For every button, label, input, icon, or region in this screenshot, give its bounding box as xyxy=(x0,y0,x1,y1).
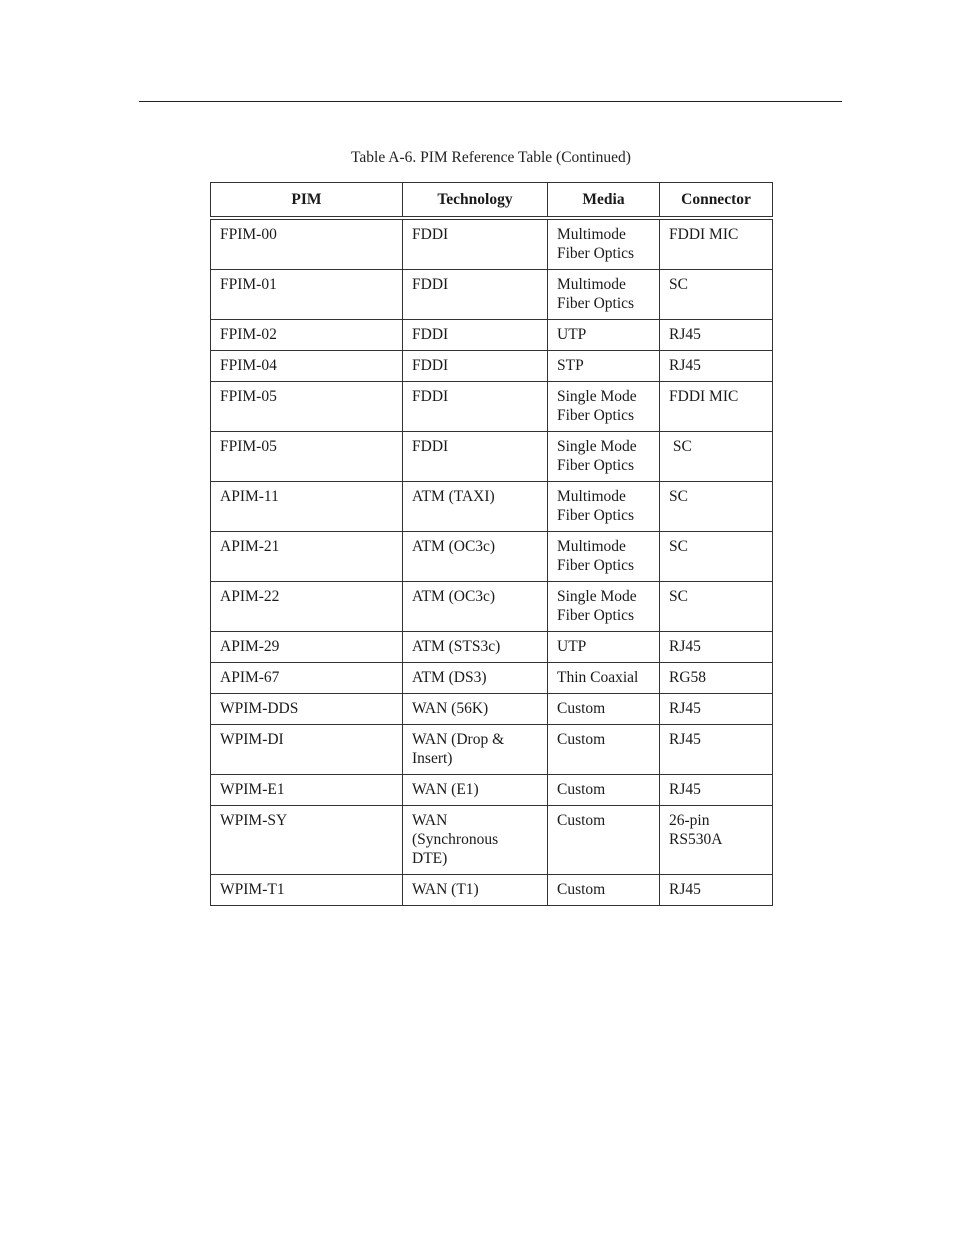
cell-media: Multimode Fiber Optics xyxy=(548,218,660,270)
table-row xyxy=(211,270,773,320)
cell-pim: APIM-22 xyxy=(211,582,403,632)
cell-technology: FDDI xyxy=(403,432,548,482)
column-header-technology: Technology xyxy=(403,183,548,219)
cell-media: Custom xyxy=(548,775,660,806)
cell-technology: ATM (DS3) xyxy=(403,663,548,694)
cell-pim: FPIM-01 xyxy=(211,270,403,320)
table-row xyxy=(211,725,773,775)
cell-connector: RJ45 xyxy=(660,351,773,382)
cell-pim: FPIM-05 xyxy=(211,432,403,482)
table-row xyxy=(211,218,773,270)
cell-connector: SC xyxy=(660,270,773,320)
cell-pim: FPIM-02 xyxy=(211,320,403,351)
cell-technology: ATM (OC3c) xyxy=(403,532,548,582)
table-row xyxy=(211,351,773,382)
cell-media: Multimode Fiber Optics xyxy=(548,270,660,320)
table-body xyxy=(211,218,773,906)
cell-media: Thin Coaxial xyxy=(548,663,660,694)
table-row xyxy=(211,482,773,532)
cell-media: STP xyxy=(548,351,660,382)
cell-connector: FDDI MIC xyxy=(660,218,773,270)
cell-technology: WAN (E1) xyxy=(403,775,548,806)
cell-media: Multimode Fiber Optics xyxy=(548,532,660,582)
cell-pim: WPIM-E1 xyxy=(211,775,403,806)
cell-media: UTP xyxy=(548,632,660,663)
cell-technology: ATM (TAXI) xyxy=(403,482,548,532)
cell-media: Custom xyxy=(548,875,660,906)
cell-technology: FDDI xyxy=(403,270,548,320)
cell-pim: FPIM-05 xyxy=(211,382,403,432)
table-row xyxy=(211,663,773,694)
column-header-connector: Connector xyxy=(660,183,773,219)
cell-connector: SC xyxy=(660,432,773,482)
cell-connector: SC xyxy=(660,482,773,532)
cell-connector: RJ45 xyxy=(660,725,773,775)
table-row xyxy=(211,632,773,663)
cell-connector: RJ45 xyxy=(660,632,773,663)
cell-pim: FPIM-04 xyxy=(211,351,403,382)
table-row xyxy=(211,582,773,632)
cell-pim: APIM-29 xyxy=(211,632,403,663)
pim-reference-table xyxy=(210,182,773,906)
cell-technology: ATM (STS3c) xyxy=(403,632,548,663)
cell-media: Custom xyxy=(548,694,660,725)
table-row xyxy=(211,432,773,482)
cell-connector: RJ45 xyxy=(660,694,773,725)
cell-media: Custom xyxy=(548,806,660,875)
cell-technology: WAN (Drop & Insert) xyxy=(403,725,548,775)
cell-technology: WAN (56K) xyxy=(403,694,548,725)
cell-technology: WAN (T1) xyxy=(403,875,548,906)
header-rule xyxy=(139,101,842,102)
cell-media: Custom xyxy=(548,725,660,775)
table-row xyxy=(211,320,773,351)
cell-media: Multimode Fiber Optics xyxy=(548,482,660,532)
cell-connector: 26-pin RS530A xyxy=(660,806,773,875)
column-header-media: Media xyxy=(548,183,660,219)
column-header-pim: PIM xyxy=(211,183,403,219)
cell-connector: RJ45 xyxy=(660,320,773,351)
cell-technology: FDDI xyxy=(403,218,548,270)
cell-pim: WPIM-DDS xyxy=(211,694,403,725)
cell-technology: FDDI xyxy=(403,320,548,351)
cell-pim: APIM-21 xyxy=(211,532,403,582)
table-row xyxy=(211,875,773,906)
cell-technology: WAN (Synchronous DTE) xyxy=(403,806,548,875)
cell-technology: ATM (OC3c) xyxy=(403,582,548,632)
table-caption: Table A-6. PIM Reference Table (Continued) xyxy=(351,149,631,166)
table-header-row xyxy=(211,183,773,219)
cell-connector: FDDI MIC xyxy=(660,382,773,432)
cell-connector: SC xyxy=(660,532,773,582)
cell-technology: FDDI xyxy=(403,351,548,382)
cell-media: Single Mode Fiber Optics xyxy=(548,382,660,432)
cell-media: Single Mode Fiber Optics xyxy=(548,432,660,482)
cell-media: Single Mode Fiber Optics xyxy=(548,582,660,632)
cell-pim: APIM-11 xyxy=(211,482,403,532)
cell-connector: RJ45 xyxy=(660,875,773,906)
table-row xyxy=(211,382,773,432)
cell-connector: RJ45 xyxy=(660,775,773,806)
cell-technology: FDDI xyxy=(403,382,548,432)
cell-pim: WPIM-SY xyxy=(211,806,403,875)
table-row xyxy=(211,806,773,875)
cell-media: UTP xyxy=(548,320,660,351)
cell-pim: WPIM-DI xyxy=(211,725,403,775)
table-row xyxy=(211,694,773,725)
cell-pim: FPIM-00 xyxy=(211,218,403,270)
table-row xyxy=(211,775,773,806)
cell-connector: SC xyxy=(660,582,773,632)
table-row xyxy=(211,532,773,582)
cell-connector: RG58 xyxy=(660,663,773,694)
cell-pim: WPIM-T1 xyxy=(211,875,403,906)
cell-pim: APIM-67 xyxy=(211,663,403,694)
